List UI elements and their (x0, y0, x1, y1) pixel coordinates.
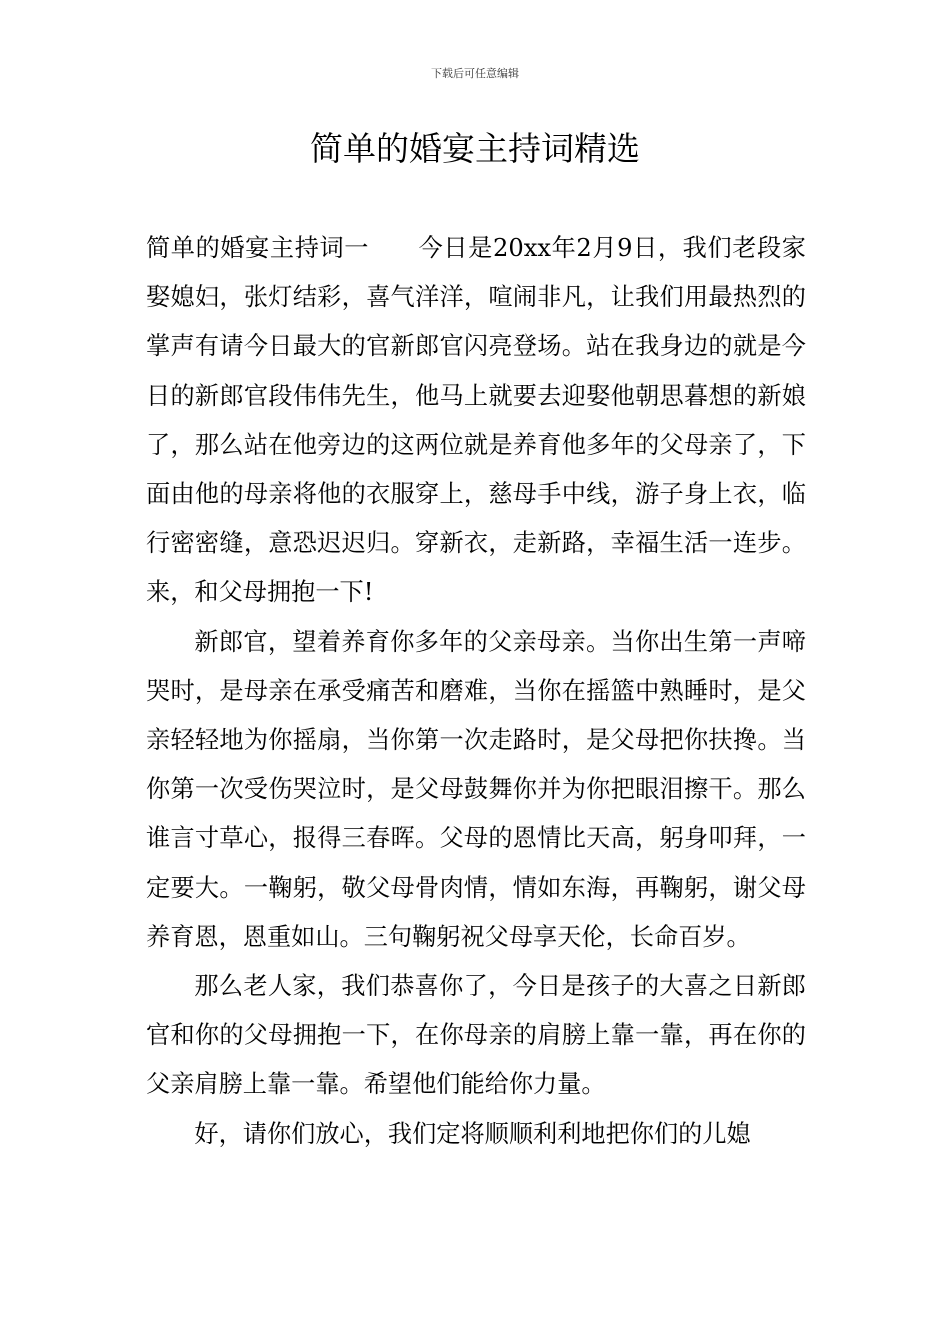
document-title: 简单的婚宴主持词精选 (310, 129, 640, 168)
paragraph-3: 那么老人家，我们恭喜你了，今日是孩子的大喜之日新郎官和你的父母拥抱一下，在你母亲的肩膀上靠一靠，再在你的父亲肩膀上靠一靠。希望他们能给你力量。 (146, 972, 806, 1099)
paragraph-2: 新郎官，望着养育你多年的父亲母亲。当你出生第一声啼哭时，是母亲在承受痛苦和磨难，当你在摇篮中熟睡时，是父亲轻轻地为你摇扇，当你第一次走路时，是父母把你扶搀。当你第一次受伤哭泣时，是父母鼓舞你并为你把眼泪擦干。那么谁言寸草心，报得三春晖。父母的恩情比天高，躬身叩拜，一定要大。一鞠躬，敬父母骨肉情，情如东海，再鞠躬，谢父母养育恩，恩重如山。三句鞠躬祝父母享天伦，长命百岁。 (146, 627, 806, 951)
document-body (146, 224, 806, 1159)
paragraph-1: 简单的婚宴主持词一 今日是20xx年2月9日，我们老段家娶媳妇，张灯结彩，喜气洋洋，喧闹非凡，让我们用最热烈的掌声有请今日最大的官新郎官闪亮登场。站在我身边的就是今日的新郎官段伟伟先生，他马上就要去迎娶他朝思暮想的新娘了，那么站在他旁边的这两位就是养育他多年的父母亲了，下面由他的母亲将他的衣服穿上，慈母手中线，游子身上衣，临行密密缝，意恐迟迟归。穿新衣，走新路，幸福生活一连步。来，和父母拥抱一下! (146, 234, 806, 607)
header-note: 下载后可任意编辑 (431, 67, 519, 80)
paragraph-4: 好，请你们放心，我们定将顺顺利利地把你们的儿媳 (194, 1119, 751, 1148)
